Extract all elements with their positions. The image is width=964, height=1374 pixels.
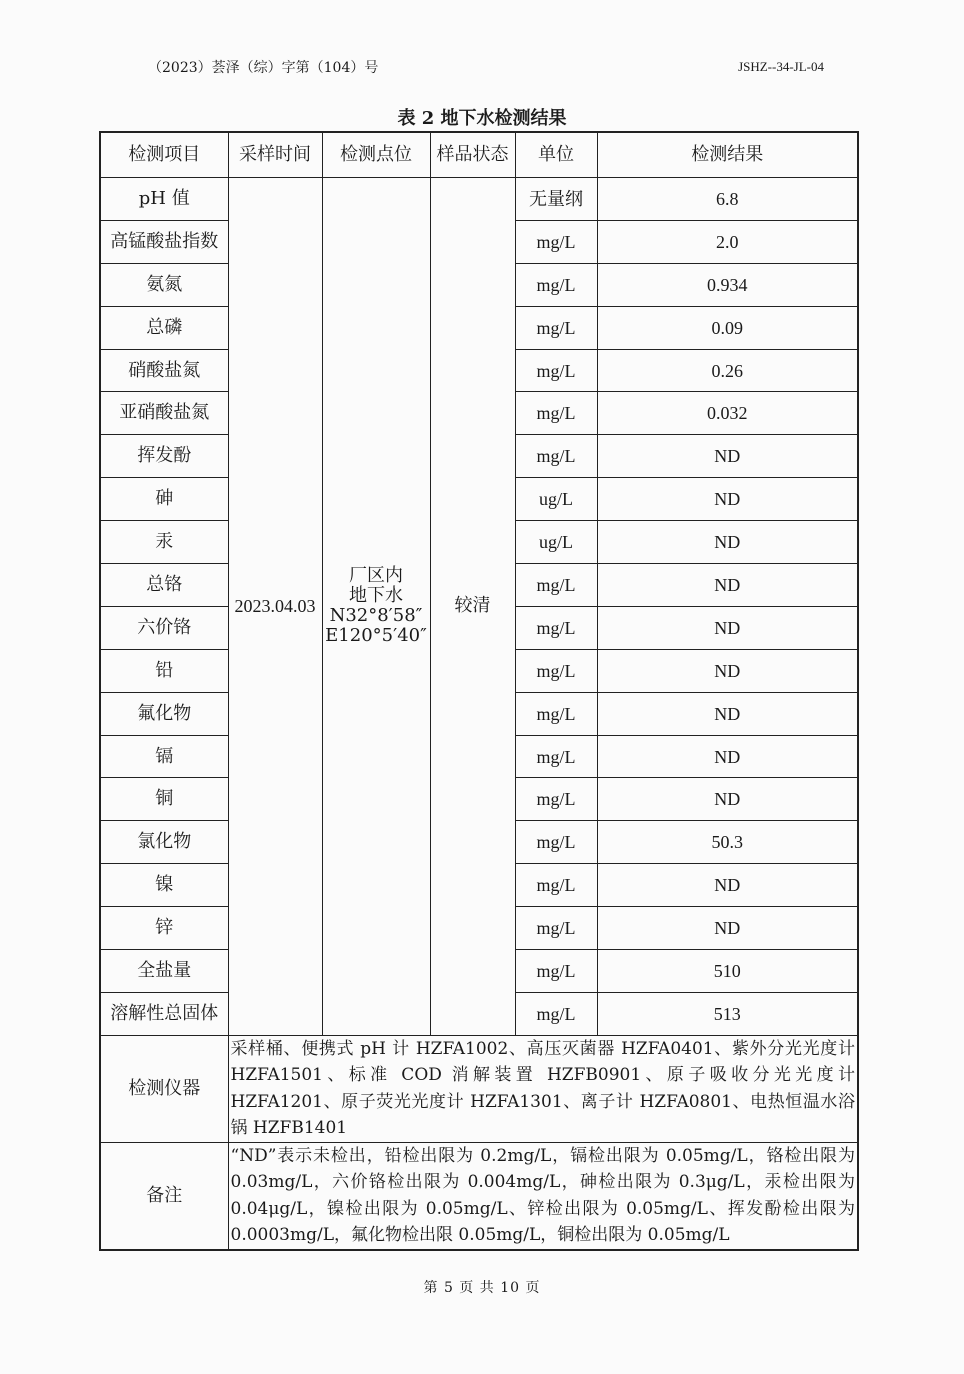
unit-cell: 无量纲 — [515, 178, 597, 221]
test-item-cell: 总铬 — [100, 564, 228, 607]
result-cell: ND — [597, 864, 858, 907]
result-cell: 510 — [597, 950, 858, 993]
unit-cell: mg/L — [515, 349, 597, 392]
unit-cell: mg/L — [515, 864, 597, 907]
unit-cell: mg/L — [515, 435, 597, 478]
column-header: 单位 — [515, 132, 597, 178]
location-line: N32°8′58″ — [329, 605, 423, 627]
result-cell: 0.09 — [597, 306, 858, 349]
test-item-cell: 挥发酚 — [100, 435, 228, 478]
test-item-cell: 镍 — [100, 864, 228, 907]
groundwater-results-table — [99, 131, 859, 1251]
test-item-cell: 锌 — [100, 907, 228, 950]
result-cell: ND — [597, 907, 858, 950]
test-item-cell: 溶解性总固体 — [100, 992, 228, 1035]
result-cell: ND — [597, 649, 858, 692]
test-item-cell: pH 值 — [100, 178, 228, 221]
unit-cell: ug/L — [515, 521, 597, 564]
test-item-cell: 高锰酸盐指数 — [100, 220, 228, 263]
instruments-label: 检测仪器 — [100, 1035, 228, 1142]
result-cell: 513 — [597, 992, 858, 1035]
form-code: JSHZ--34-JL-04 — [738, 59, 824, 74]
unit-cell: mg/L — [515, 564, 597, 607]
table-row — [100, 178, 858, 221]
location-line: 厂区内 — [349, 565, 403, 587]
column-header: 检测结果 — [597, 132, 858, 178]
test-item-cell: 氯化物 — [100, 821, 228, 864]
column-header: 采样时间 — [228, 132, 322, 178]
result-cell: 6.8 — [597, 178, 858, 221]
sample-state-cell: 较清 — [430, 178, 515, 1036]
unit-cell: mg/L — [515, 778, 597, 821]
result-cell: 50.3 — [597, 821, 858, 864]
test-item-cell: 汞 — [100, 521, 228, 564]
instruments-row — [100, 1035, 858, 1142]
unit-cell: ug/L — [515, 478, 597, 521]
column-header: 检测点位 — [322, 132, 430, 178]
result-cell: ND — [597, 521, 858, 564]
result-cell: ND — [597, 435, 858, 478]
unit-cell: mg/L — [515, 907, 597, 950]
sampling-location-cell — [322, 178, 430, 1036]
unit-cell: mg/L — [515, 263, 597, 306]
test-item-cell: 氨氮 — [100, 263, 228, 306]
unit-cell: mg/L — [515, 306, 597, 349]
remarks-label: 备注 — [100, 1142, 228, 1250]
sampling-time-cell: 2023.04.03 — [228, 178, 322, 1036]
location-line: 地下水 — [349, 585, 403, 607]
location-line: E120°5′40″ — [325, 625, 427, 647]
remarks-row — [100, 1142, 858, 1250]
result-cell: ND — [597, 735, 858, 778]
test-item-cell: 总磷 — [100, 306, 228, 349]
result-cell: 0.26 — [597, 349, 858, 392]
result-cell: 0.934 — [597, 263, 858, 306]
result-cell: 2.0 — [597, 220, 858, 263]
document-number: （2023）荟泽（综）字第（104）号 — [148, 60, 379, 76]
test-item-cell: 六价铬 — [100, 606, 228, 649]
page-footer: 第 5 页 共 10 页 — [423, 1280, 541, 1296]
unit-cell: mg/L — [515, 821, 597, 864]
unit-cell: mg/L — [515, 392, 597, 435]
remarks-text: “ND”表示未检出，铅检出限为 0.2mg/L，镉检出限为 0.05mg/L，铬检出限为 0.03mg/L，六价铬检出限为 0.004mg/L，砷检出限为 0.3μg/L，汞检出限为 0.04μg/L，镍检出限为 0.05mg/L、锌检出限为 0.05mg/L、挥发酚检出限为 0.0003mg/L，氟化物检出限 0.05mg/L，铜检出限为 0.05mg/L — [228, 1142, 858, 1250]
table-title: 表 2 地下水检测结果 — [397, 108, 567, 129]
unit-cell: mg/L — [515, 992, 597, 1035]
unit-cell: mg/L — [515, 692, 597, 735]
unit-cell: mg/L — [515, 606, 597, 649]
test-item-cell: 铜 — [100, 778, 228, 821]
unit-cell: mg/L — [515, 649, 597, 692]
result-cell: ND — [597, 606, 858, 649]
test-item-cell: 硝酸盐氮 — [100, 349, 228, 392]
result-cell: ND — [597, 692, 858, 735]
result-cell: ND — [597, 564, 858, 607]
table-header-row — [100, 132, 858, 178]
column-header: 检测项目 — [100, 132, 228, 178]
unit-cell: mg/L — [515, 220, 597, 263]
test-item-cell: 镉 — [100, 735, 228, 778]
test-item-cell: 铅 — [100, 649, 228, 692]
instruments-text: 采样桶、便携式 pH 计 HZFA1002、高压灭菌器 HZFA0401、紫外分光光度计 HZFA1501、标准 COD 消解装置 HZFB0901、原子吸收分光光度计 HZFA1201、原子荧光光度计 HZFA1301、离子计 HZFA0801、电热恒温水浴锅 HZFB1401 — [228, 1035, 858, 1142]
column-header: 样品状态 — [430, 132, 515, 178]
test-item-cell: 亚硝酸盐氮 — [100, 392, 228, 435]
test-item-cell: 全盐量 — [100, 950, 228, 993]
unit-cell: mg/L — [515, 735, 597, 778]
result-cell: ND — [597, 478, 858, 521]
test-item-cell: 砷 — [100, 478, 228, 521]
unit-cell: mg/L — [515, 950, 597, 993]
result-cell: ND — [597, 778, 858, 821]
result-cell: 0.032 — [597, 392, 858, 435]
test-item-cell: 氟化物 — [100, 692, 228, 735]
